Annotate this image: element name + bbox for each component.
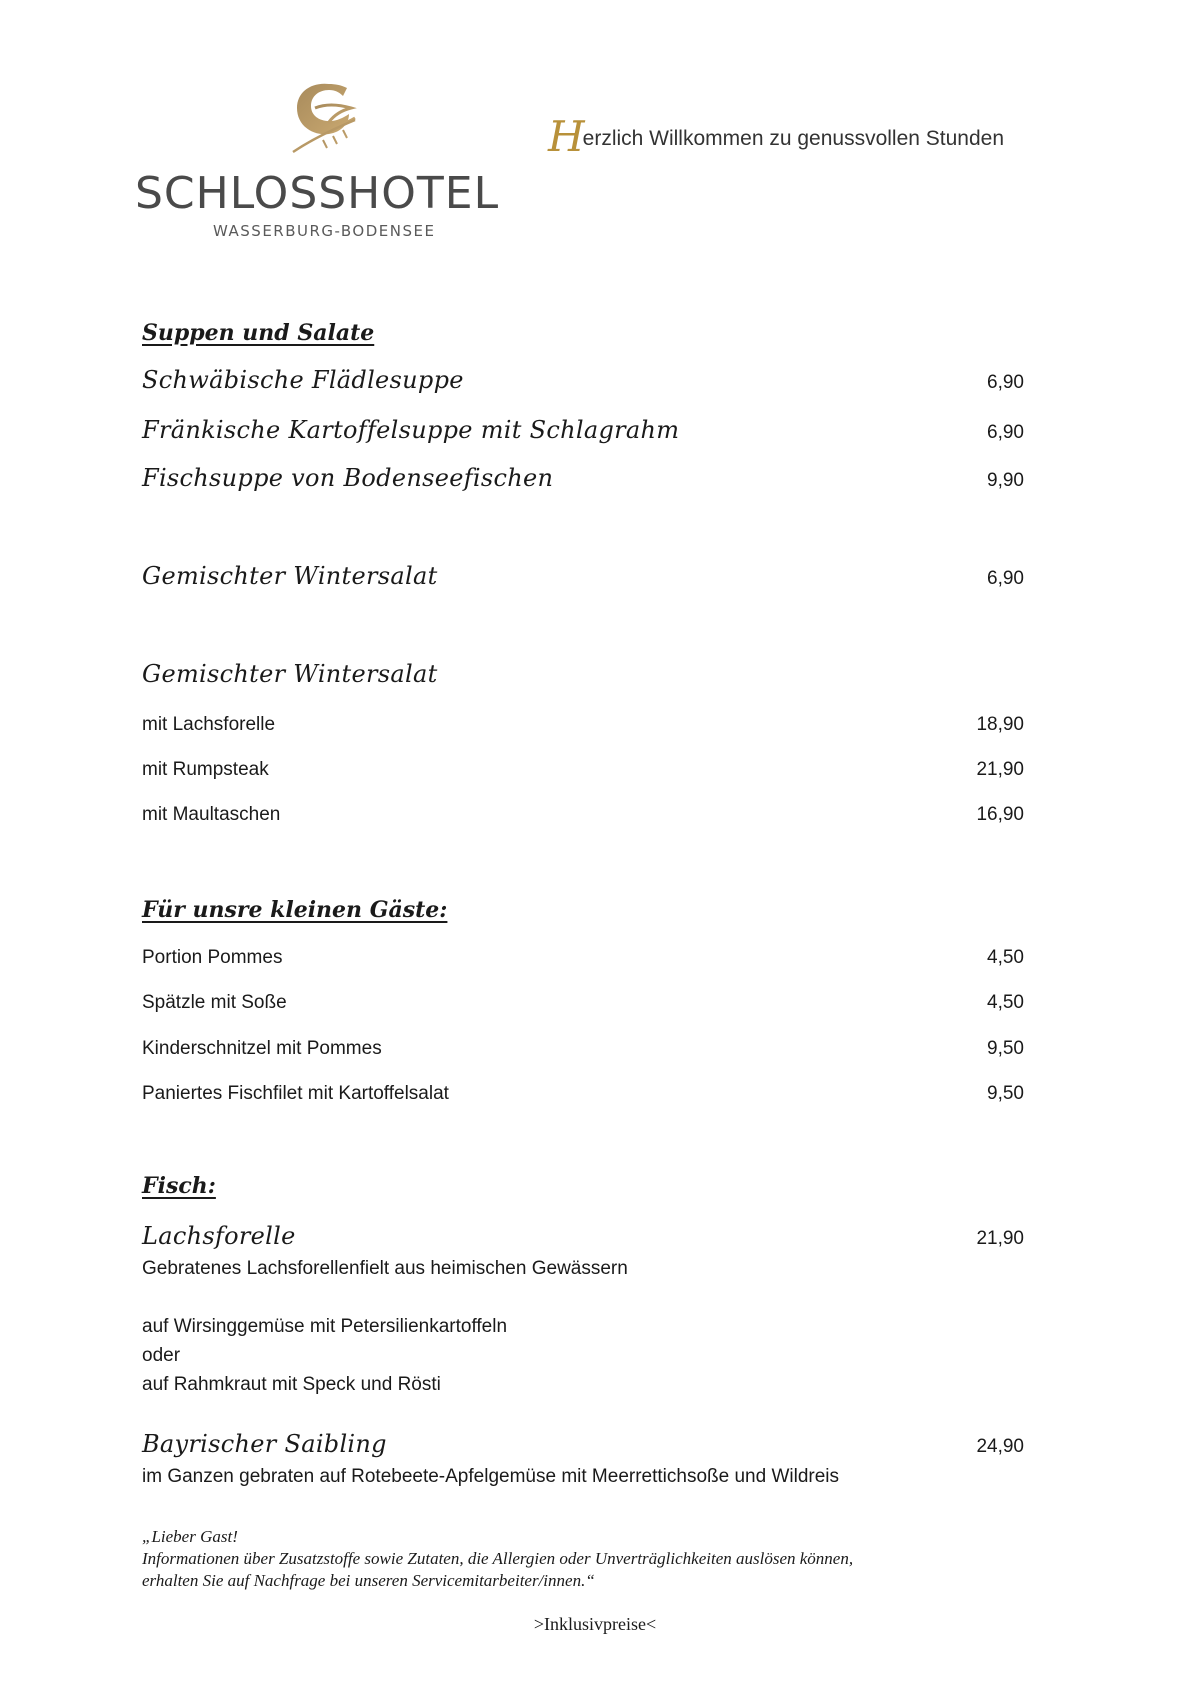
allergen-note [142, 1526, 1022, 1592]
menu-item [142, 562, 1024, 590]
menu-item [142, 759, 1024, 781]
menu-item [142, 366, 1024, 394]
menu-item [142, 1083, 1024, 1105]
item-name: mit Lachsforelle [142, 714, 276, 735]
item-description: im Ganzen gebraten auf Rotebeete-Apfelgemüse mit Meerrettichsoße und Wildreis [142, 1466, 840, 1487]
item-or: oder [142, 1345, 181, 1366]
item-price: 9,90 [987, 470, 1024, 491]
menu-item [142, 1038, 1024, 1060]
item-price: 4,50 [987, 947, 1024, 968]
item-name: Spätzle mit Soße [142, 992, 287, 1013]
item-price: 9,50 [987, 1038, 1024, 1059]
item-price: 6,90 [987, 568, 1024, 589]
item-name: Schwäbische Flädlesuppe [142, 366, 464, 394]
item-name: Lachsforelle [142, 1222, 296, 1250]
section-heading-fisch: Fisch: [142, 1173, 216, 1199]
item-name: Gemischter Wintersalat [142, 562, 438, 590]
menu-item [142, 714, 1024, 736]
item-side: auf Wirsinggemüse mit Petersilienkartoffeln [142, 1316, 508, 1337]
item-name: mit Maultaschen [142, 804, 281, 825]
item-name: Portion Pommes [142, 947, 283, 968]
menu-item [142, 992, 1024, 1014]
salad-group-title [142, 660, 1024, 688]
item-name: mit Rumpsteak [142, 759, 269, 780]
item-price: 9,50 [987, 1083, 1024, 1104]
item-price: 21,90 [976, 1228, 1024, 1249]
item-name: Fränkische Kartoffelsuppe mit Schlagrahm [142, 416, 680, 444]
menu-item [142, 416, 1024, 444]
item-price: 6,90 [987, 372, 1024, 393]
note-line: „Lieber Gast! [142, 1527, 238, 1546]
hotel-logo [135, 78, 515, 248]
welcome-text: erzlich Willkommen zu genussvollen Stunden [582, 127, 1005, 150]
menu-item [142, 1430, 1024, 1458]
menu-item [142, 804, 1024, 826]
item-name: Fischsuppe von Bodenseefischen [142, 464, 554, 492]
item-description: Gebratenes Lachsforellenfielt aus heimischen Gewässern [142, 1258, 628, 1279]
item-name: Bayrischer Saibling [142, 1430, 387, 1458]
item-side: auf Rahmkraut mit Speck und Rösti [142, 1374, 441, 1395]
note-line: erhalten Sie auf Nachfrage bei unseren Servicemitarbeiter/innen.“ [142, 1571, 595, 1590]
item-price: 16,90 [976, 804, 1024, 825]
item-price: 6,90 [987, 422, 1024, 443]
menu-item [142, 1222, 1024, 1250]
welcome-initial: H [548, 112, 585, 161]
item-price: 21,90 [976, 759, 1024, 780]
item-price: 24,90 [976, 1436, 1024, 1457]
item-name: Paniertes Fischfilet mit Kartoffelsalat [142, 1083, 449, 1104]
section-heading-suppen: Suppen und Salate [142, 320, 375, 346]
footer-prices-note: >Inklusivpreise< [533, 1614, 657, 1634]
logo-subtitle: WASSERBURG-BODENSEE [213, 222, 436, 240]
g-monogram-icon [271, 78, 379, 158]
menu-item [142, 947, 1024, 969]
menu-item [142, 464, 1024, 492]
section-heading-kinder: Für unsre kleinen Gäste: [142, 897, 448, 923]
item-name: Kinderschnitzel mit Pommes [142, 1038, 382, 1059]
item-name: Gemischter Wintersalat [142, 660, 438, 688]
logo-name: SCHLOSSHOTEL [135, 168, 500, 219]
welcome-tagline [548, 112, 1004, 161]
item-price: 4,50 [987, 992, 1024, 1013]
note-line: Informationen über Zusatzstoffe sowie Zutaten, die Allergien oder Unverträglichkeiten auslösen können, [142, 1549, 854, 1568]
item-price: 18,90 [976, 714, 1024, 735]
